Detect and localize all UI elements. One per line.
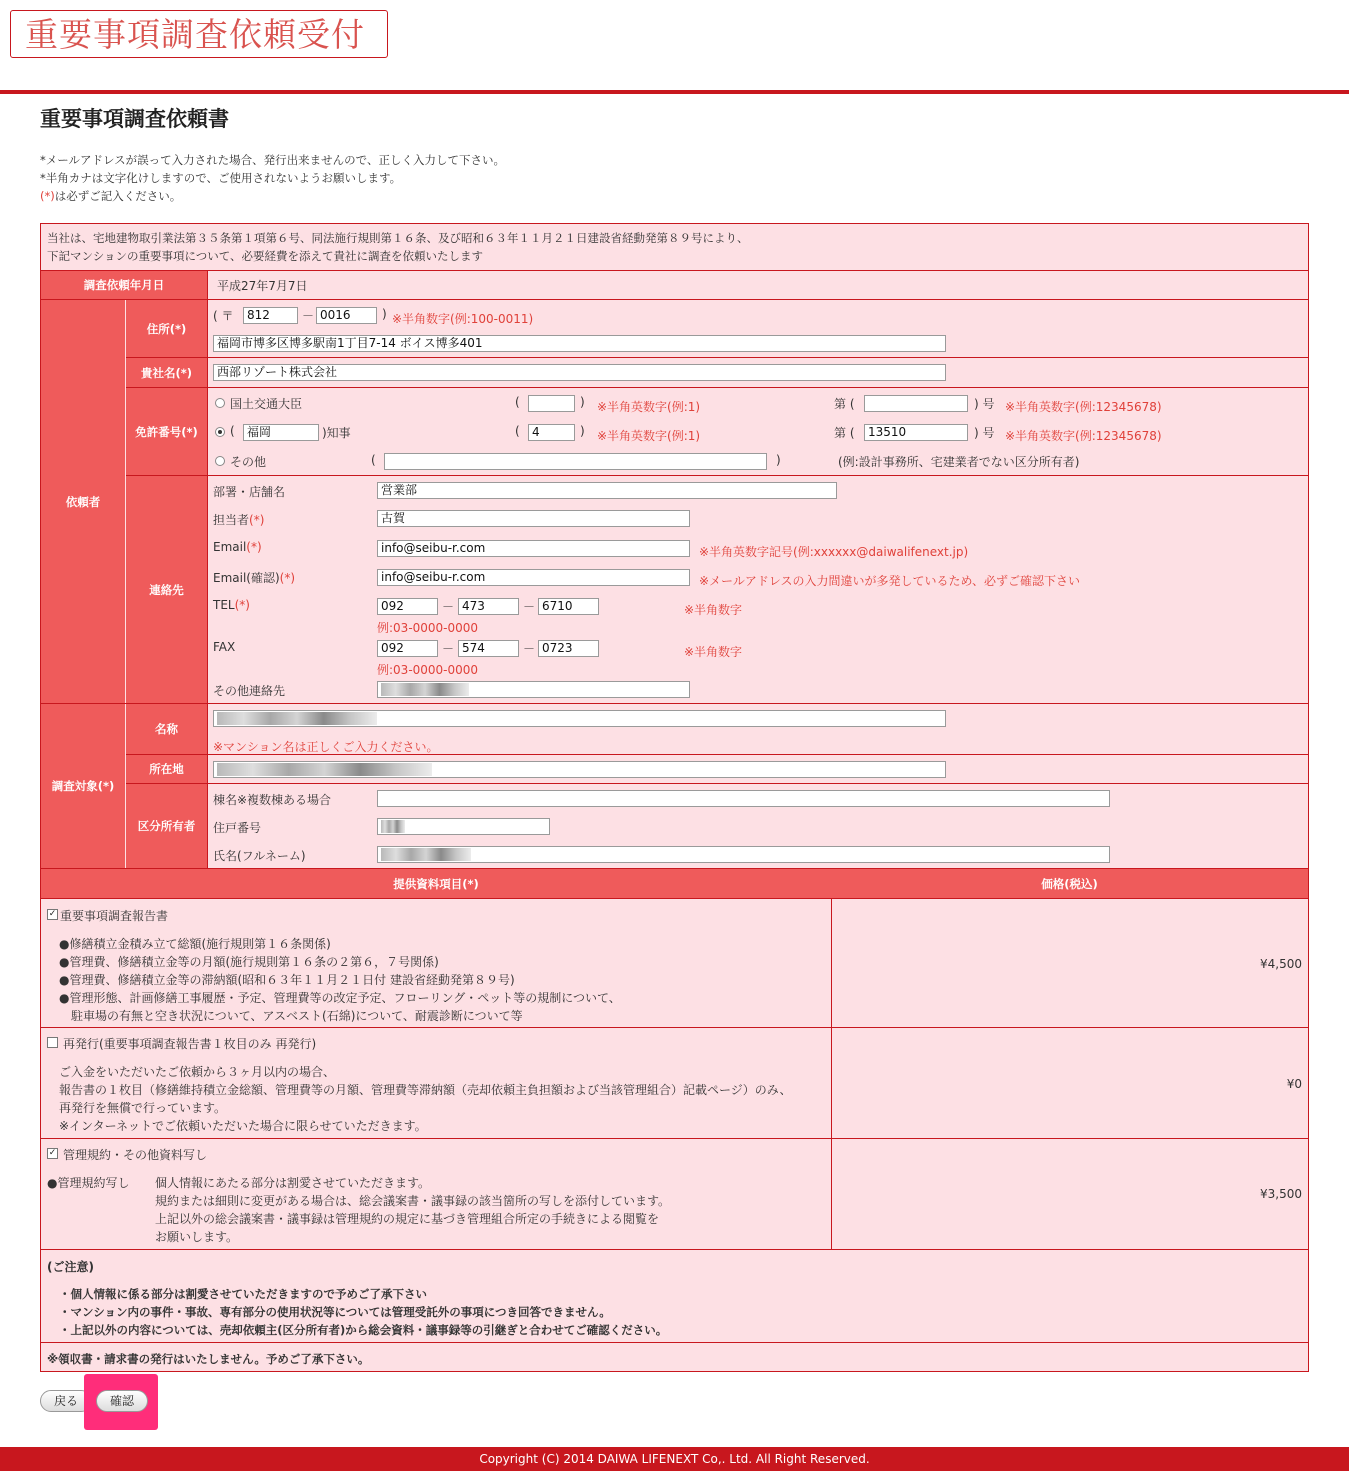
item2-line: 報告書の１枚目（修繕維持積立金総額、管理費等の月額、管理費等滞納額（売却依頼主負担額および当該管理組合）記載ページ）のみ、 — [59, 1083, 792, 1097]
other-contact-label: その他連絡先 — [213, 684, 286, 698]
email-hint: ※半角英数字記号(例:xxxxxx@daiwalifenext.jp) — [699, 545, 969, 559]
confirm-button[interactable]: 確認 — [96, 1390, 148, 1412]
item1-title: 重要事項調査報告書 — [60, 909, 169, 923]
item2-checkbox[interactable] — [47, 1037, 58, 1048]
email-input[interactable]: info@seibu-r.com — [377, 540, 690, 557]
item1-line: 駐車場の有無と空き状況について、アスベスト(石綿)について、耐震診断について等 — [59, 1009, 523, 1023]
item3-bullet: ●管理規約写し — [47, 1176, 130, 1190]
target-location-input[interactable] — [213, 761, 946, 778]
tel-label — [213, 598, 250, 612]
item1-checkbox[interactable]: ✓ — [48, 909, 57, 919]
email2-required: (*) — [279, 571, 296, 585]
intro-line-1: 当社は、宅地建物取引業法第３５条第１項第６号、同法施行規則第１６条、及び昭和６３年１１月２１日建設省経動発第８９号により、 — [47, 231, 749, 245]
license-label: 免許番号(*) — [126, 388, 207, 475]
footer-copyright: Copyright (C) 2014 DAIWA LIFENEXT Co,. Ltd. All Right Reserved. — [0, 1447, 1349, 1471]
license-paren-close-2: ) — [580, 424, 585, 438]
note-email: *メールアドレスが誤って入力された場合、発行出来ませんので、正しく入力して下さい。 — [40, 153, 505, 167]
person-required: (*) — [249, 513, 265, 527]
target-name-input[interactable] — [213, 710, 946, 727]
email2-label — [213, 569, 295, 586]
tel-hint: ※半角数字 — [684, 603, 743, 617]
target-owner-label: 区分所有者 — [126, 784, 207, 868]
license-paren-close-1: ) — [580, 395, 585, 409]
fullname-label: 氏名(フルネーム) — [213, 849, 306, 863]
fax2-input[interactable]: 574 — [458, 640, 519, 657]
request-date-value: 平成27年7月7日 — [217, 279, 308, 293]
target-name-hint: ※マンション名は正しくご入力ください。 — [213, 740, 439, 754]
header-title: 重要事項調査依頼受付 — [10, 10, 388, 58]
email-required: (*) — [246, 540, 262, 554]
zip-suffix: ) — [382, 307, 387, 321]
caution-line: ・マンション内の事件・事故、専有部分の使用状況等については管理受託外の事項につき回答できません。 — [59, 1305, 611, 1319]
requester-label: 依頼者 — [41, 300, 125, 703]
fax-dash-1: － — [442, 642, 455, 656]
item3-title: 管理規約・その他資料写し — [63, 1148, 208, 1162]
unit-label: 住戸番号 — [213, 821, 262, 835]
license-other-close: ) — [776, 453, 781, 467]
item2-line: 再発行を無償で行っています。 — [59, 1101, 227, 1115]
target-label: 調査対象(*) — [41, 704, 125, 868]
tel-label-text: TEL — [213, 598, 235, 612]
zip-hint: ※半角数字(例:100-0011) — [392, 312, 534, 326]
notes — [40, 151, 505, 205]
email-confirm-input[interactable]: info@seibu-r.com — [377, 569, 690, 586]
license-count-input-1[interactable] — [528, 395, 575, 412]
item2-line: ご入金をいただいたご依頼から３ヶ月以内の場合、 — [59, 1065, 336, 1079]
back-button[interactable]: 戻る — [40, 1390, 92, 1412]
person-label — [213, 511, 264, 528]
note-required — [40, 187, 505, 205]
license-dai-2: 第 ( — [834, 426, 855, 440]
dept-label: 部署・店舗名 — [213, 485, 286, 499]
email-label-text: Email — [213, 540, 247, 554]
item3-checkbox[interactable]: ✓ — [48, 1148, 57, 1158]
target-location-label: 所在地 — [126, 755, 207, 783]
license-paren-open-1: ( — [515, 395, 520, 409]
email2-hint: ※メールアドレスの入力間違いが多発しているため、必ずご確認下さい — [699, 574, 1080, 588]
license-radio-other[interactable] — [215, 456, 225, 466]
tel-dash-2: － — [523, 600, 536, 614]
license-other-open: ( — [371, 453, 376, 467]
license-opt3-label: その他 — [230, 455, 267, 469]
item1-line: ●管理費、修繕積立金等の月額(施行規則第１６条の２第６，７号関係) — [59, 955, 439, 969]
license-other-note: (例:設計事務所、宅建業者でない区分所有者) — [838, 455, 1080, 469]
license-prefecture-input[interactable]: 福岡 — [243, 424, 319, 441]
required-text: は必ずご記入ください。 — [54, 189, 182, 203]
license-no-hint-2: ※半角英数字(例:12345678) — [1005, 429, 1162, 443]
tel2-input[interactable]: 473 — [458, 598, 519, 615]
fullname-input[interactable] — [377, 846, 1110, 863]
license-opt2-suffix: )知事 — [322, 426, 351, 440]
license-paren-open-2: ( — [515, 424, 520, 438]
address-input[interactable]: 福岡市博多区博多駅南1丁目7-14 ボイス博多401 — [213, 335, 946, 352]
item2-title: 再発行(重要事項調査報告書１枚目のみ 再発行) — [63, 1037, 317, 1051]
email2-label-text: Email(確認) — [213, 571, 280, 585]
license-no-input-1[interactable] — [864, 395, 968, 412]
materials-item-header: 提供資料項目(*) — [41, 869, 831, 898]
redacted-block — [381, 820, 405, 833]
license-radio-governor[interactable] — [215, 427, 225, 437]
item3-line: 規約または細則に変更がある場合は、総会議案書・議事録の該当箇所の写しを添付しています。 — [155, 1194, 671, 1208]
license-count-input-2[interactable]: 4 — [528, 424, 575, 441]
redacted-block — [217, 712, 377, 725]
contact-label: 連絡先 — [126, 476, 207, 703]
target-name-label: 名称 — [126, 704, 207, 754]
zip2-input[interactable]: 0016 — [316, 307, 377, 324]
request-date-label: 調査依頼年月日 — [41, 271, 207, 299]
item2-line: ※インターネットでご依頼いただいた場合に限らせていただきます。 — [59, 1119, 427, 1133]
license-radio-minister[interactable] — [215, 398, 225, 408]
license-go-1: ) 号 — [974, 397, 995, 411]
fax3-input[interactable]: 0723 — [538, 640, 599, 657]
redacted-block — [381, 683, 469, 696]
license-opt2-open: ( — [230, 424, 235, 438]
redacted-block — [217, 763, 432, 776]
dept-input[interactable]: 営業部 — [377, 482, 837, 499]
caution-title: (ご注意) — [47, 1260, 94, 1274]
address-label: 住所(*) — [126, 300, 207, 357]
license-no-hint-1: ※半角英数字(例:12345678) — [1005, 400, 1162, 414]
item1-price: ¥4,500 — [1260, 957, 1302, 971]
license-no-input-2[interactable]: 13510 — [864, 424, 968, 441]
tel-example: 例:03-0000-0000 — [377, 621, 479, 635]
license-count-hint-1: ※半角英数字(例:1) — [597, 400, 701, 414]
fax-example: 例:03-0000-0000 — [377, 663, 479, 677]
fax-label: FAX — [213, 640, 236, 654]
item3-price: ¥3,500 — [1260, 1187, 1302, 1201]
other-contact-input[interactable] — [377, 681, 690, 698]
caution-line: ・上記以外の内容については、売却依頼主(区分所有者)から総会資料・議事録等の引継ぎと合わせてご確認ください。 — [59, 1323, 668, 1337]
license-opt1-label: 国土交通大臣 — [230, 397, 303, 411]
item3-line: 上記以外の総会議案書・議事録は管理規約の規定に基づき管理組合所定の手続きによる閲覧を — [155, 1212, 660, 1226]
license-other-input[interactable] — [384, 453, 767, 470]
tel-dash-1: － — [442, 600, 455, 614]
company-label: 貴社名(*) — [126, 358, 207, 387]
zip-dash: － — [302, 309, 315, 323]
tel1-input[interactable]: 092 — [377, 598, 438, 615]
email-label — [213, 540, 262, 554]
zip-prefix: ( 〒 — [213, 309, 234, 323]
fax-hint: ※半角数字 — [684, 645, 743, 659]
materials-price-header: 価格(税込) — [831, 869, 1308, 898]
item1-line: ●管理費、修繕積立金等の滞納額(昭和６３年１１月２１日付 建設省経動発第８９号) — [59, 973, 515, 987]
unit-input[interactable] — [377, 818, 550, 835]
fax1-input[interactable]: 092 — [377, 640, 438, 657]
company-input[interactable]: 西部リゾート株式会社 — [213, 364, 946, 381]
caution-line: ・個人情報に係る部分は割愛させていただきますので予めご了承下さい — [59, 1287, 427, 1301]
intro-line-2: 下記マンションの重要事項について、必要経費を添えて貴社に調査を依頼いたします — [47, 249, 484, 263]
page-title: 重要事項調査依頼書 — [40, 107, 229, 131]
person-label-text: 担当者 — [213, 513, 250, 527]
receipt-note: ※領収書・請求書の発行はいたしません。予めご了承下さい。 — [47, 1352, 370, 1366]
request-form — [40, 223, 1309, 1372]
item3-line: お願いします。 — [155, 1230, 239, 1244]
item2-price: ¥0 — [1286, 1077, 1302, 1091]
fax-dash-2: － — [523, 642, 536, 656]
zip1-input[interactable]: 812 — [243, 307, 298, 324]
item3-line: 個人情報にあたる部分は割愛させていただきます。 — [155, 1176, 431, 1190]
item1-line: ●修繕積立金積み立て総額(施行規則第１６条関係) — [59, 937, 331, 951]
note-kana: *半角カナは文字化けしますので、ご使用されないようお願いします。 — [40, 171, 402, 185]
tel3-input[interactable]: 6710 — [538, 598, 599, 615]
license-go-2: ) 号 — [974, 426, 995, 440]
building-label: 棟名※複数棟ある場合 — [213, 793, 332, 807]
site-header — [0, 0, 1349, 94]
tel-required: (*) — [234, 598, 250, 612]
item1-line: ●管理形態、計画修繕工事履歴・予定、管理費等の改定予定、フローリング・ペット等の規制について、 — [59, 991, 621, 1005]
redacted-block — [381, 848, 471, 861]
building-input[interactable] — [377, 790, 1110, 807]
license-count-hint-2: ※半角英数字(例:1) — [597, 429, 701, 443]
person-input[interactable]: 古賀 — [377, 510, 690, 527]
required-mark: (*) — [40, 189, 55, 203]
license-dai-1: 第 ( — [834, 397, 855, 411]
